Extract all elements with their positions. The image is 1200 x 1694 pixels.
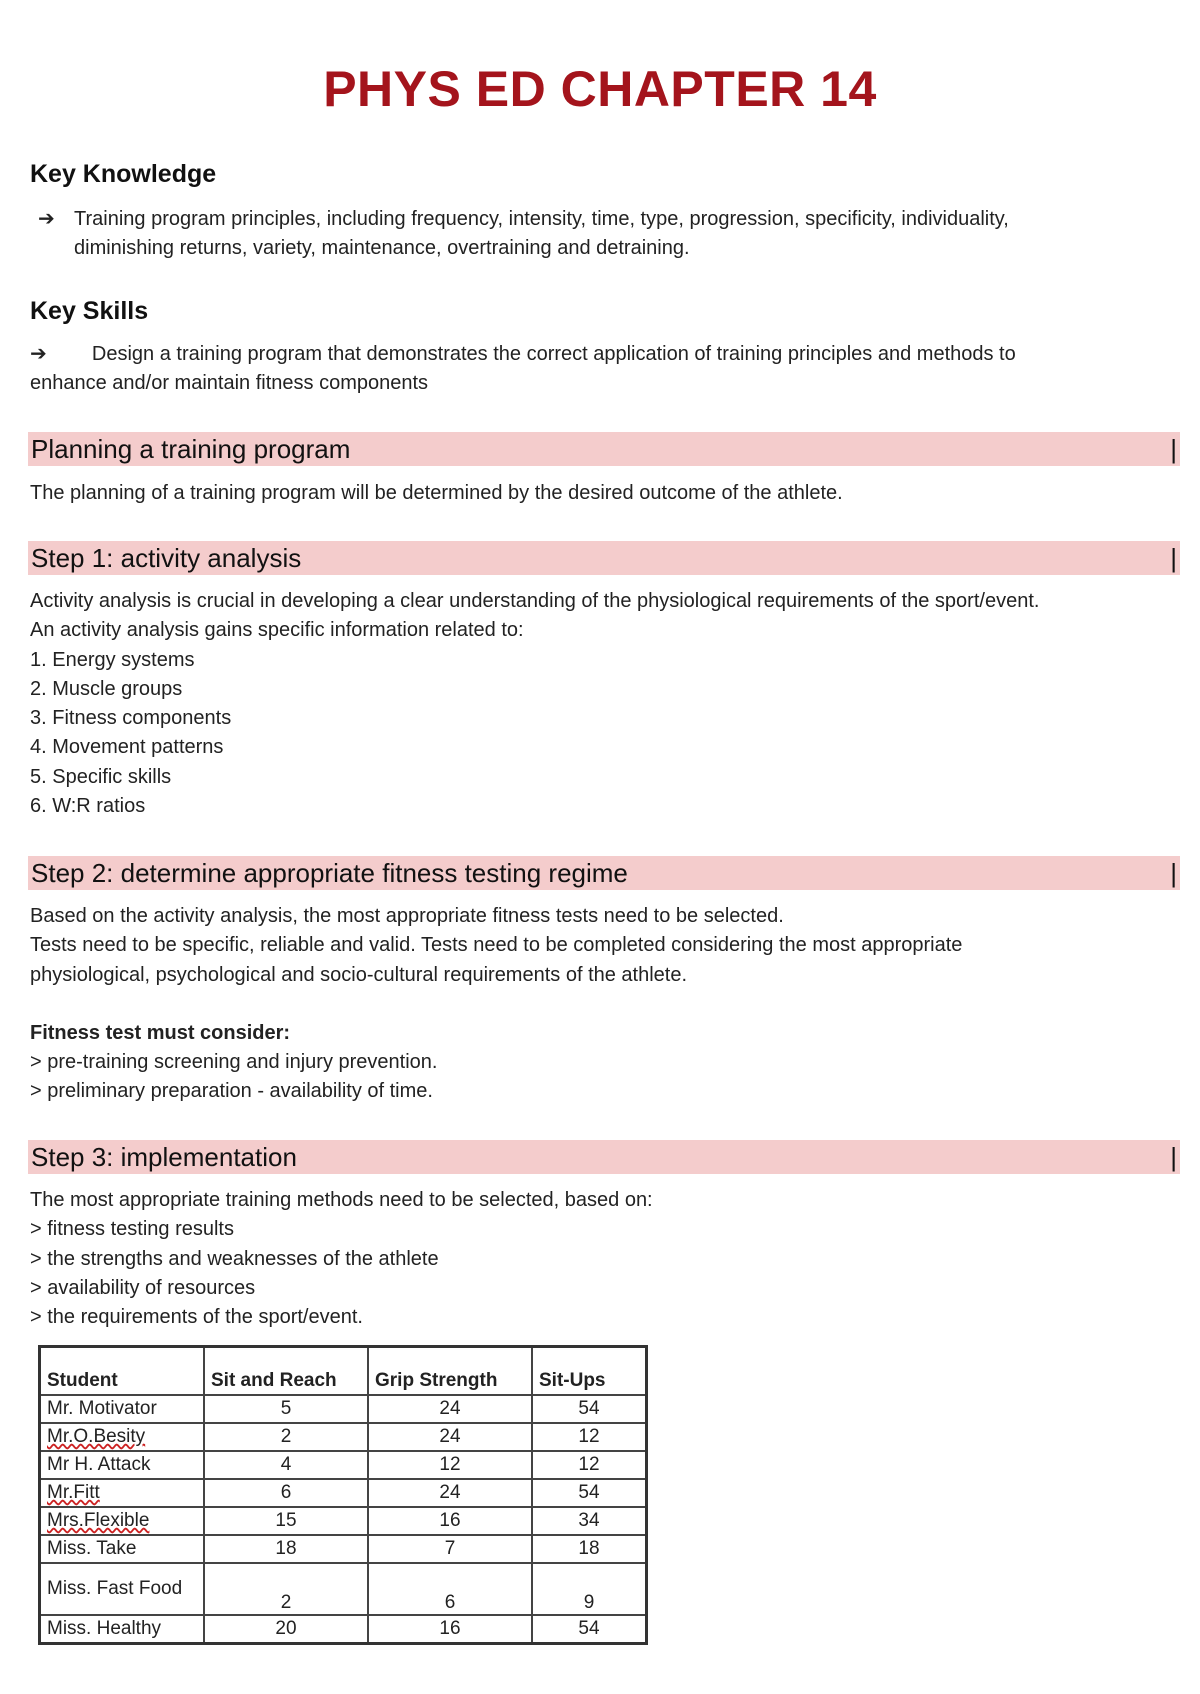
sit-and-reach-value: 6: [204, 1479, 368, 1507]
list-item: 5. Specific skills: [30, 765, 172, 788]
planning-heading: Planning a training program: [31, 434, 351, 464]
student-name: Mrs.Flexible: [47, 1510, 150, 1531]
key-skills-item: [30, 340, 1180, 398]
sit-and-reach-value: 20: [204, 1615, 368, 1644]
section-bar: |: [1170, 434, 1177, 464]
step2-section-header: [28, 856, 1180, 890]
step1-section-header: [28, 541, 1180, 575]
student-name: Mr.Fitt: [47, 1482, 100, 1503]
sit-and-reach-value: 2: [204, 1563, 368, 1615]
sit-ups-value: 12: [532, 1423, 647, 1451]
list-item: > the requirements of the sport/event.: [30, 1306, 363, 1329]
list-item: 1. Energy systems: [30, 648, 195, 671]
grip-strength-value: 7: [368, 1535, 532, 1563]
step1-line: Activity analysis is crucial in developing a clear understanding of the physiological requirements of the sport/event.: [30, 590, 1040, 612]
student-name: Mr H. Attack: [40, 1451, 205, 1479]
sit-ups-value: 54: [532, 1395, 647, 1423]
column-header-student: Student: [40, 1347, 205, 1396]
key-skills-line-2: enhance and/or maintain fitness components: [30, 372, 429, 394]
section-bar: |: [1170, 858, 1177, 888]
sit-and-reach-value: 18: [204, 1535, 368, 1563]
table-header-row: [40, 1347, 647, 1396]
table-row: [40, 1615, 647, 1644]
student-name: Miss. Healthy: [40, 1615, 205, 1644]
sit-ups-value: 18: [532, 1535, 647, 1563]
planning-text: [30, 479, 1180, 508]
student-name: Miss. Fast Food: [40, 1563, 205, 1615]
grip-strength-value: 16: [368, 1507, 532, 1535]
list-item: 4. Movement patterns: [30, 736, 224, 759]
grip-strength-value: 24: [368, 1423, 532, 1451]
grip-strength-value: 24: [368, 1395, 532, 1423]
key-skills-heading: Key Skills: [30, 297, 149, 325]
step2-line: Tests need to be specific, reliable and valid. Tests need to be completed considering the most appropriate: [30, 934, 963, 957]
sit-ups-value: 34: [532, 1507, 647, 1535]
list-item: 6. W:R ratios: [30, 795, 146, 818]
list-item: > preliminary preparation - availability of time.: [30, 1080, 433, 1103]
column-header-sit-and-reach: Sit and Reach: [204, 1347, 368, 1396]
list-item: > fitness testing results: [30, 1218, 234, 1241]
step2-text: [30, 902, 1180, 1107]
sit-ups-value: 54: [532, 1479, 647, 1507]
step2-heading: Step 2: determine appropriate fitness testing regime: [31, 858, 628, 888]
step2-line: Based on the activity analysis, the most appropriate fitness tests need to be selected.: [30, 905, 784, 927]
student-name: Miss. Take: [40, 1535, 205, 1563]
sit-and-reach-value: 15: [204, 1507, 368, 1535]
sit-ups-value: 9: [532, 1563, 647, 1615]
step1-text: [30, 587, 1180, 821]
grip-strength-value: 12: [368, 1451, 532, 1479]
student-name: Mr. Motivator: [40, 1395, 205, 1423]
table-row: [40, 1395, 647, 1423]
grip-strength-value: 16: [368, 1615, 532, 1644]
key-skills-line-1: Design a training program that demonstrates the correct application of training principles and methods to: [91, 343, 1016, 365]
section-bar: |: [1170, 543, 1177, 573]
step3-heading: Step 3: implementation: [31, 1142, 297, 1172]
section-bar: |: [1170, 1142, 1177, 1172]
planning-paragraph: The planning of a training program will be determined by the desired outcome of the athlete.: [30, 482, 843, 504]
page-title: PHYS ED CHAPTER 14: [323, 61, 877, 117]
grip-strength-value: 6: [368, 1563, 532, 1615]
table-row: [40, 1479, 647, 1507]
list-item: 2. Muscle groups: [30, 677, 183, 700]
table-row: [40, 1423, 647, 1451]
sit-ups-value: 54: [532, 1615, 647, 1644]
key-knowledge-item: [38, 205, 1178, 263]
step1-heading: Step 1: activity analysis: [31, 543, 302, 573]
step2-line: physiological, psychological and socio-cultural requirements of the athlete.: [30, 963, 688, 986]
list-item: > pre-training screening and injury prevention.: [30, 1051, 438, 1074]
arrow-icon: ➔: [38, 208, 55, 230]
sit-and-reach-value: 4: [204, 1451, 368, 1479]
planning-section-header: [28, 432, 1180, 466]
table-row: [40, 1535, 647, 1563]
key-knowledge-line-2: diminishing returns, variety, maintenance, overtraining and detraining.: [74, 237, 690, 259]
table-row: [40, 1507, 647, 1535]
list-item: > availability of resources: [30, 1276, 256, 1299]
arrow-icon: ➔: [30, 343, 47, 365]
step3-text: [30, 1186, 1180, 1332]
list-item: 3. Fitness components: [30, 707, 232, 730]
table-row: [40, 1451, 647, 1479]
table-row: [40, 1563, 647, 1615]
step1-line: An activity analysis gains specific information related to:: [30, 619, 524, 642]
sit-and-reach-value: 2: [204, 1423, 368, 1451]
fitness-results-table: [38, 1345, 648, 1645]
column-header-sit-ups: Sit-Ups: [532, 1347, 647, 1396]
sit-ups-value: 12: [532, 1451, 647, 1479]
list-item: > the strengths and weaknesses of the athlete: [30, 1247, 439, 1270]
sit-and-reach-value: 5: [204, 1395, 368, 1423]
key-knowledge-line-1: Training program principles, including frequency, intensity, time, type, progression, specificity, individuality,: [74, 208, 1009, 230]
grip-strength-value: 24: [368, 1479, 532, 1507]
key-knowledge-heading: Key Knowledge: [30, 160, 217, 188]
step3-line: The most appropriate training methods need to be selected, based on:: [30, 1189, 653, 1211]
fitness-test-consider-heading: Fitness test must consider:: [30, 1021, 291, 1044]
step3-section-header: [28, 1140, 1180, 1174]
column-header-grip-strength: Grip Strength: [368, 1347, 532, 1396]
student-name: Mr.O.Besity: [47, 1426, 146, 1447]
